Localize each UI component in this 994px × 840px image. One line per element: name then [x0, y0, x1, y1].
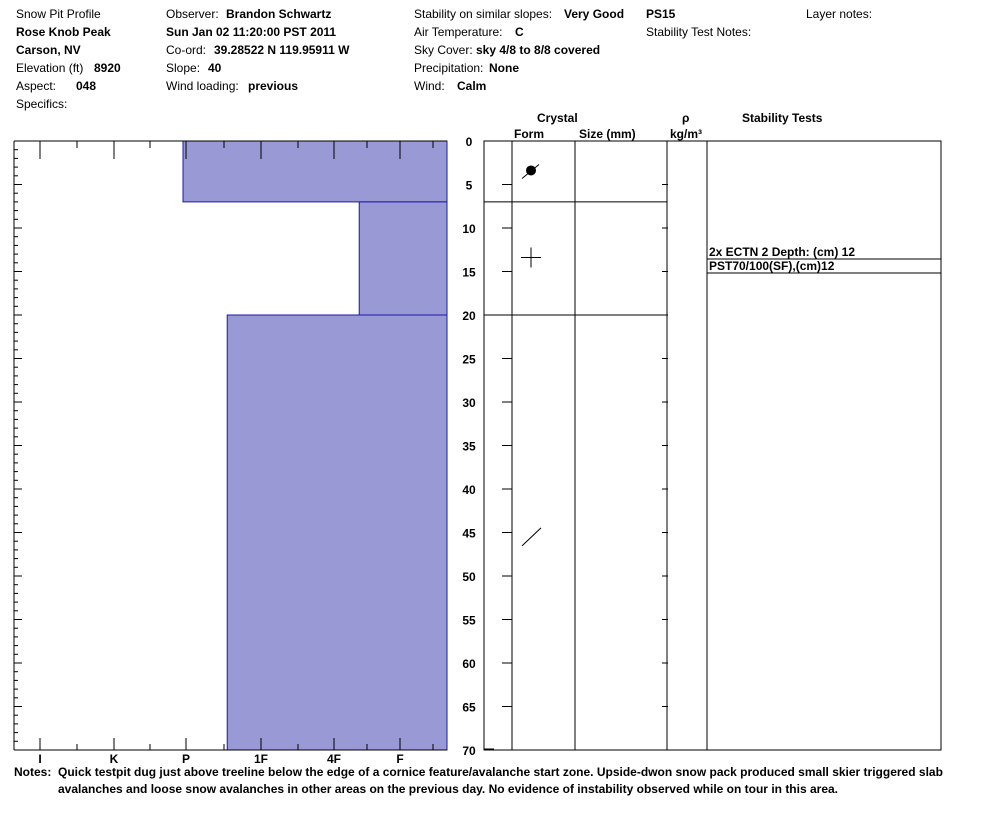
- sky-cover-label: Sky Cover:: [414, 43, 473, 57]
- depth-tick-label: 5: [465, 178, 473, 193]
- air-temp-label: Air Temperature:: [414, 25, 503, 39]
- stability-test-text: PST70/100(SF),(cm)12: [709, 259, 835, 273]
- depth-tick-label: 70: [462, 744, 476, 758]
- observer-label: Observer:: [166, 7, 219, 21]
- hardness-layer-bar: [227, 315, 447, 750]
- depth-tick-label: 65: [462, 700, 476, 715]
- depth-tick-label: 15: [462, 265, 476, 280]
- location-name: Rose Knob Peak: [16, 25, 111, 39]
- crystal-symbol-needle: [522, 528, 541, 546]
- wind-loading-value: previous: [248, 79, 299, 93]
- location-city: Carson, NV: [16, 43, 81, 57]
- depth-tick-label: 60: [462, 657, 476, 671]
- hardness-tick-label: 1F: [253, 752, 269, 766]
- notes-line-2: avalanches and loose snow avalanches in other areas on the previous day. No evidence of instability observed while on tour in this area.: [58, 782, 839, 796]
- hardness-layer-bar: [359, 202, 447, 315]
- hardness-tick-label: 4F: [326, 752, 342, 766]
- observation-date: Sun Jan 02 11:20:00 PST 2011: [166, 25, 337, 39]
- size-header: Size (mm): [579, 127, 636, 141]
- slope-value: 40: [208, 61, 222, 75]
- depth-tick-label: 20: [462, 309, 476, 323]
- depth-tick-label: 30: [462, 396, 476, 410]
- coord-label: Co-ord:: [166, 43, 207, 57]
- stability-tests-header: Stability Tests: [742, 111, 823, 125]
- form-header: Form: [514, 127, 544, 141]
- notes: [14, 764, 974, 798]
- stability-label: Stability on similar slopes:: [414, 7, 553, 21]
- notes-line-1: Quick testpit dug just above treeline below the edge of a cornice feature/avalanche start zone. Upside-dwon snow pack produced small skier triggered slab: [58, 765, 943, 779]
- sky-cover-value: sky 4/8 to 8/8 covered: [476, 43, 601, 57]
- notes-label: Notes:: [14, 765, 52, 779]
- wind-label: Wind:: [414, 79, 445, 93]
- aspect-value: 048: [76, 79, 97, 93]
- wind-loading-label: Wind loading:: [166, 79, 239, 93]
- hardness-tick-label: P: [181, 752, 191, 766]
- depth-tick-label: 50: [462, 570, 476, 584]
- hardness-tick-label: F: [396, 752, 404, 766]
- depth-tick-label: 35: [462, 439, 476, 454]
- wind-value: Calm: [457, 79, 487, 93]
- air-temp-value: C: [515, 25, 524, 39]
- slope-label: Slope:: [166, 61, 201, 75]
- pit-id: PS15: [646, 7, 676, 21]
- crystal-frame: [484, 141, 941, 750]
- stability-value: Very Good: [564, 7, 625, 21]
- depth-tick-label: 45: [462, 526, 476, 541]
- hardness-tick-label: K: [109, 752, 119, 766]
- layer-notes-label: Layer notes:: [806, 7, 873, 21]
- elevation-value: 8920: [94, 61, 121, 75]
- depth-tick-label: 25: [462, 352, 476, 367]
- depth-tick-label: 0: [465, 135, 473, 149]
- coord-value: 39.28522 N 119.95911 W: [214, 43, 350, 57]
- depth-tick-label: 10: [462, 222, 476, 236]
- aspect-label: Aspect:: [16, 79, 57, 93]
- stability-notes-label: Stability Test Notes:: [646, 25, 752, 39]
- specifics-label: Specifics:: [16, 97, 68, 111]
- density-unit-header: kg/m³: [670, 127, 703, 141]
- stability-test-text: 2x ECTN 2 Depth: (cm) 12: [709, 245, 856, 259]
- crystal-header: Crystal: [537, 111, 578, 125]
- precip-value: None: [489, 61, 519, 75]
- hardness-tick-label: I: [38, 752, 42, 766]
- depth-tick-label: 40: [462, 483, 476, 497]
- precip-label: Precipitation:: [414, 61, 484, 75]
- depth-tick-label: 55: [462, 613, 476, 628]
- hardness-layer-bar: [183, 141, 447, 202]
- rho-header: ρ: [682, 111, 690, 125]
- observer-value: Brandon Schwartz: [226, 7, 332, 21]
- elevation-label: Elevation (ft): [16, 61, 84, 75]
- profile-title: Snow Pit Profile: [16, 7, 101, 21]
